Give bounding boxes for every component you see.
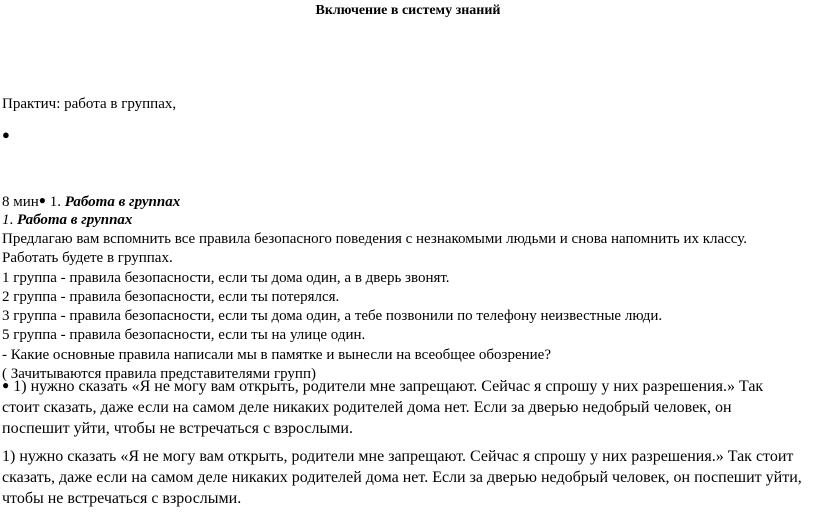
bullet-marker: ●	[38, 193, 47, 207]
task-line: ( Зачитываются правила представителями групп)	[2, 366, 316, 383]
task-line: - Какие основные правила написали мы в памятке и вынесли на всеобщее обозрение?	[2, 346, 551, 363]
page-title: Включение в систему знаний	[315, 3, 501, 18]
time-label: 8 мин	[2, 194, 39, 210]
task-line: 3 группа - правила безопасности, если ты дома один, а тебе позвонили по телефону неизвестные люди.	[2, 308, 663, 325]
group-work-label: Работа в группах	[17, 212, 133, 228]
task-lines	[2, 230, 747, 384]
bullet-marker: ●	[2, 127, 10, 142]
time-group-line: 8 мин● 1. Работа в группах	[2, 193, 181, 210]
practice-line: Практич: работа в группах,	[2, 96, 177, 112]
group-work-num: 1	[2, 212, 10, 228]
task-line: 1 группа - правила безопасности, если ты дома один, а в дверь звонят.	[2, 269, 450, 286]
task-line: 5 группа - правила безопасности, если ты на улице один.	[2, 327, 366, 344]
task-line: Работать будете в группах.	[2, 250, 173, 267]
group-work-num: 1	[49, 194, 58, 210]
group-work-label: Работа в группах	[64, 194, 181, 210]
answer-paragraph: 1) нужно сказать «Я не могу вам открыть, родители мне запрещают. Сейчас я спрошу у них разрешения.» Так стоит сказать, даже если на самом деле никаких родителей дома нет. Если за дверью недобрый человек, он поспешит уйти, чтобы не встречаться с взрослыми.	[2, 448, 802, 507]
answer-paragraph-bulleted	[2, 375, 802, 439]
bullet-marker: ●	[2, 378, 10, 392]
task-line: Предлагаю вам вспомнить все правила безопасного поведения с незнакомыми людьми и снова напомнить их классу.	[2, 231, 748, 247]
answer-text: 1) нужно сказать «Я не могу вам открыть, родители мне запрещают. Сейчас я спрошу у них разрешения.» Так стоит сказать, даже если на самом деле никаких родителей дома нет. Если за дверью недобрый человек, он поспешит уйти, чтобы не встречаться с взрослыми.	[2, 378, 764, 437]
group-work-heading: 1. Работа в группах	[2, 212, 133, 228]
task-line: 2 группа - правила безопасности, если ты потерялся.	[2, 288, 340, 305]
